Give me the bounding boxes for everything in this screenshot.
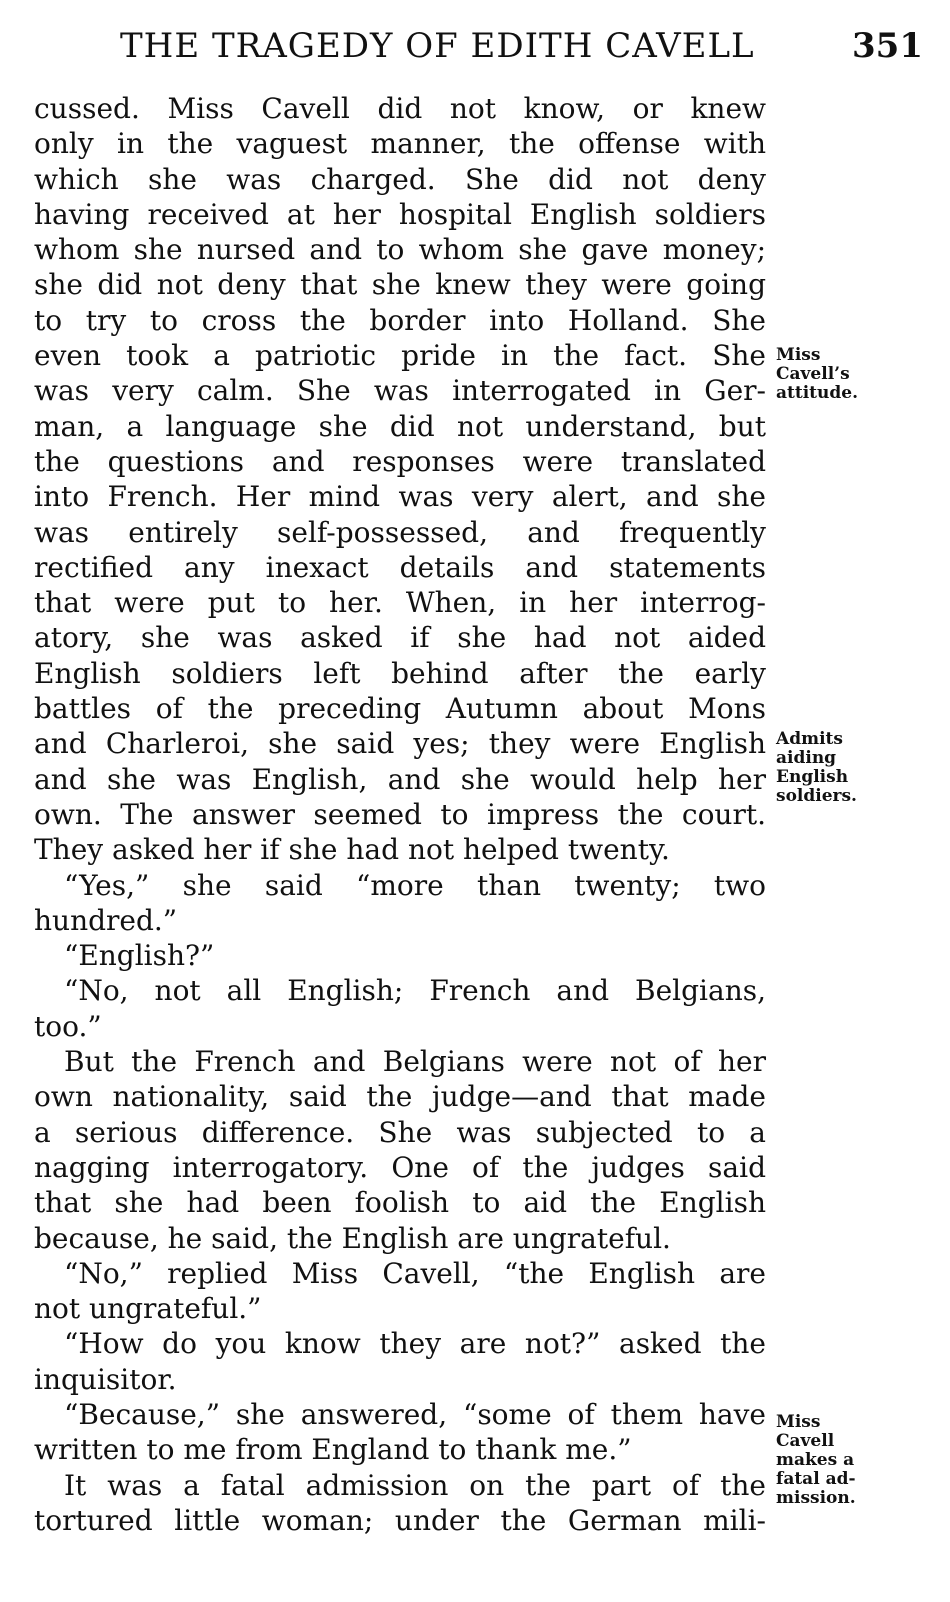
margin-note-line: makes a [776,1450,855,1470]
running-header [0,26,950,70]
margin-note-line: fatal ad- [776,1469,856,1489]
text-line: having received at her hospital English soldiers [34,197,766,231]
margin-note-line: Cavell [776,1431,835,1451]
margin-note-line: aiding [776,748,837,768]
text-line: “Because,” she answered, “some of them have [64,1397,766,1431]
text-line: hundred.” [34,903,178,937]
margin-note-line: mission. [776,1488,856,1508]
text-line: a serious difference. She was subjected to a [34,1115,766,1149]
text-line: too.” [34,1009,102,1043]
margin-note-fatal-admission [776,1413,946,1508]
text-line: and Charleroi, she said yes; they were English [34,727,766,761]
text-line: that were put to her. When, in her interrog- [34,586,766,620]
margin-note-line: Miss [776,345,821,365]
text-line: atory, she was asked if she had not aided [34,621,766,655]
margin-note-line: attitude. [776,383,859,403]
text-line: which she was charged. She did not deny [34,162,766,196]
page-number: 351 [852,26,923,66]
margin-note-line: English [776,767,849,787]
text-line: that she had been foolish to aid the English [34,1186,766,1220]
text-line: to try to cross the border into Holland. She [34,303,766,337]
text-line: written to me from England to thank me.” [34,1433,632,1467]
text-line: rectified any inexact details and statements [34,550,766,584]
text-line: own nationality, said the judge—and that made [34,1080,766,1114]
text-line: whom she nursed and to whom she gave money; [34,233,766,267]
margin-note-admits-aiding [776,730,946,806]
text-line: the questions and responses were translated [34,444,766,478]
text-line: not ungrateful.” [34,1292,262,1326]
margin-note-line: Miss [776,1412,821,1432]
text-line: It was a fatal admission on the part of the [64,1468,766,1502]
running-title: THE TRAGEDY OF EDITH CAVELL [120,26,755,66]
text-line: English soldiers left behind after the early [34,656,766,690]
text-line: “How do you know they are not?” asked the [64,1327,766,1361]
text-line: They asked her if she had not helped twenty. [34,833,670,867]
text-line: “No,” replied Miss Cavell, “the English are [64,1256,766,1290]
text-line: “Yes,” she said “more than twenty; two [64,868,766,902]
text-line: “English?” [64,939,215,973]
text-line: tortured little woman; under the German mili- [34,1503,766,1537]
margin-note-cavells-attitude [776,346,946,403]
text-line: inquisitor. [34,1362,177,1396]
text-line: man, a language she did not understand, but [34,409,766,443]
text-line: she did not deny that she knew they were going [34,268,766,302]
text-line: because, he said, the English are ungrateful. [34,1221,671,1255]
text-line: cussed. Miss Cavell did not know, or knew [34,92,766,125]
text-line: own. The answer seemed to impress the court. [34,797,766,831]
text-line: battles of the preceding Autumn about Mons [34,692,766,726]
margin-note-line: Admits [776,729,843,749]
text-line: “No, not all English; French and Belgians, [64,974,766,1008]
text-line: was very calm. She was interrogated in Ger- [34,374,766,408]
text-line: and she was English, and she would help her [34,762,766,796]
body-text [34,91,766,1538]
margin-note-line: Cavell’s [776,364,850,384]
text-line: But the French and Belgians were not of her [64,1045,766,1079]
text-line: even took a patriotic pride in the fact. She [34,339,766,373]
text-line: only in the vaguest manner, the offense with [34,127,766,161]
text-line: was entirely self-possessed, and frequently [34,515,766,549]
text-line: nagging interrogatory. One of the judges said [34,1150,766,1184]
margin-note-line: soldiers. [776,786,857,806]
text-line: into French. Her mind was very alert, and she [34,480,766,514]
